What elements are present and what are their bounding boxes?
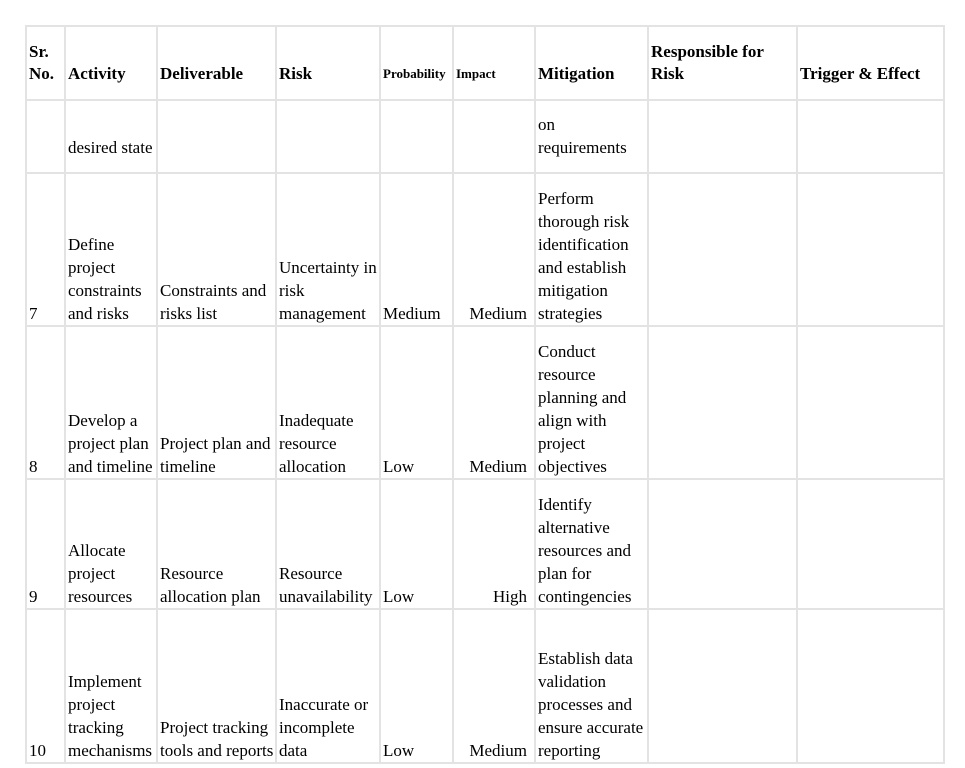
cell-risk	[276, 100, 380, 173]
cell-sr: 8	[26, 326, 65, 479]
risk-table	[25, 25, 945, 764]
cell-trigger	[797, 173, 944, 326]
cell-mitigation: Conduct resource planning and align with project objectives	[535, 326, 648, 479]
header-trigger: Trigger & Effect	[797, 26, 944, 100]
cell-deliverable: Resource allocation plan	[157, 479, 276, 609]
header-risk: Risk	[276, 26, 380, 100]
cell-deliverable: Constraints and risks list	[157, 173, 276, 326]
cell-impact: Medium	[453, 326, 535, 479]
table-row	[26, 100, 944, 173]
cell-sr: 10	[26, 609, 65, 763]
header-row	[26, 26, 944, 100]
cell-mitigation: Perform thorough risk identification and establish mitigation strategies	[535, 173, 648, 326]
cell-activity: Define project constraints and risks	[65, 173, 157, 326]
cell-deliverable: Project plan and timeline	[157, 326, 276, 479]
cell-sr: 7	[26, 173, 65, 326]
cell-activity: desired state	[65, 100, 157, 173]
header-impact: Impact	[453, 26, 535, 100]
cell-mitigation: on requirements	[535, 100, 648, 173]
cell-mitigation: Identify alternative resources and plan for contingencies	[535, 479, 648, 609]
cell-impact: High	[453, 479, 535, 609]
cell-probability: Low	[380, 326, 453, 479]
header-probability: Probability	[380, 26, 453, 100]
header-responsible: Responsible for Risk	[648, 26, 797, 100]
cell-activity: Implement project tracking mechanisms	[65, 609, 157, 763]
cell-risk: Uncertainty in risk management	[276, 173, 380, 326]
cell-probability: Low	[380, 479, 453, 609]
cell-responsible	[648, 609, 797, 763]
cell-responsible	[648, 326, 797, 479]
cell-deliverable: Project tracking tools and reports	[157, 609, 276, 763]
cell-trigger	[797, 609, 944, 763]
cell-mitigation: Establish data validation processes and ensure accurate reporting	[535, 609, 648, 763]
table-row	[26, 479, 944, 609]
cell-trigger	[797, 479, 944, 609]
cell-trigger	[797, 100, 944, 173]
cell-impact: Medium	[453, 173, 535, 326]
cell-risk: Resource unavailability	[276, 479, 380, 609]
header-activity: Activity	[65, 26, 157, 100]
table-row	[26, 173, 944, 326]
table-row	[26, 326, 944, 479]
cell-probability: Medium	[380, 173, 453, 326]
table-row	[26, 609, 944, 763]
cell-activity: Allocate project resources	[65, 479, 157, 609]
cell-responsible	[648, 479, 797, 609]
header-mitigation: Mitigation	[535, 26, 648, 100]
cell-risk: Inadequate resource allocation	[276, 326, 380, 479]
cell-responsible	[648, 100, 797, 173]
cell-impact	[453, 100, 535, 173]
cell-sr	[26, 100, 65, 173]
cell-deliverable	[157, 100, 276, 173]
cell-sr: 9	[26, 479, 65, 609]
cell-probability	[380, 100, 453, 173]
cell-trigger	[797, 326, 944, 479]
cell-probability: Low	[380, 609, 453, 763]
header-sr-no: Sr. No.	[26, 26, 65, 100]
cell-risk: Inaccurate or incomplete data	[276, 609, 380, 763]
header-deliverable: Deliverable	[157, 26, 276, 100]
cell-responsible	[648, 173, 797, 326]
cell-activity: Develop a project plan and timeline	[65, 326, 157, 479]
cell-impact: Medium	[453, 609, 535, 763]
